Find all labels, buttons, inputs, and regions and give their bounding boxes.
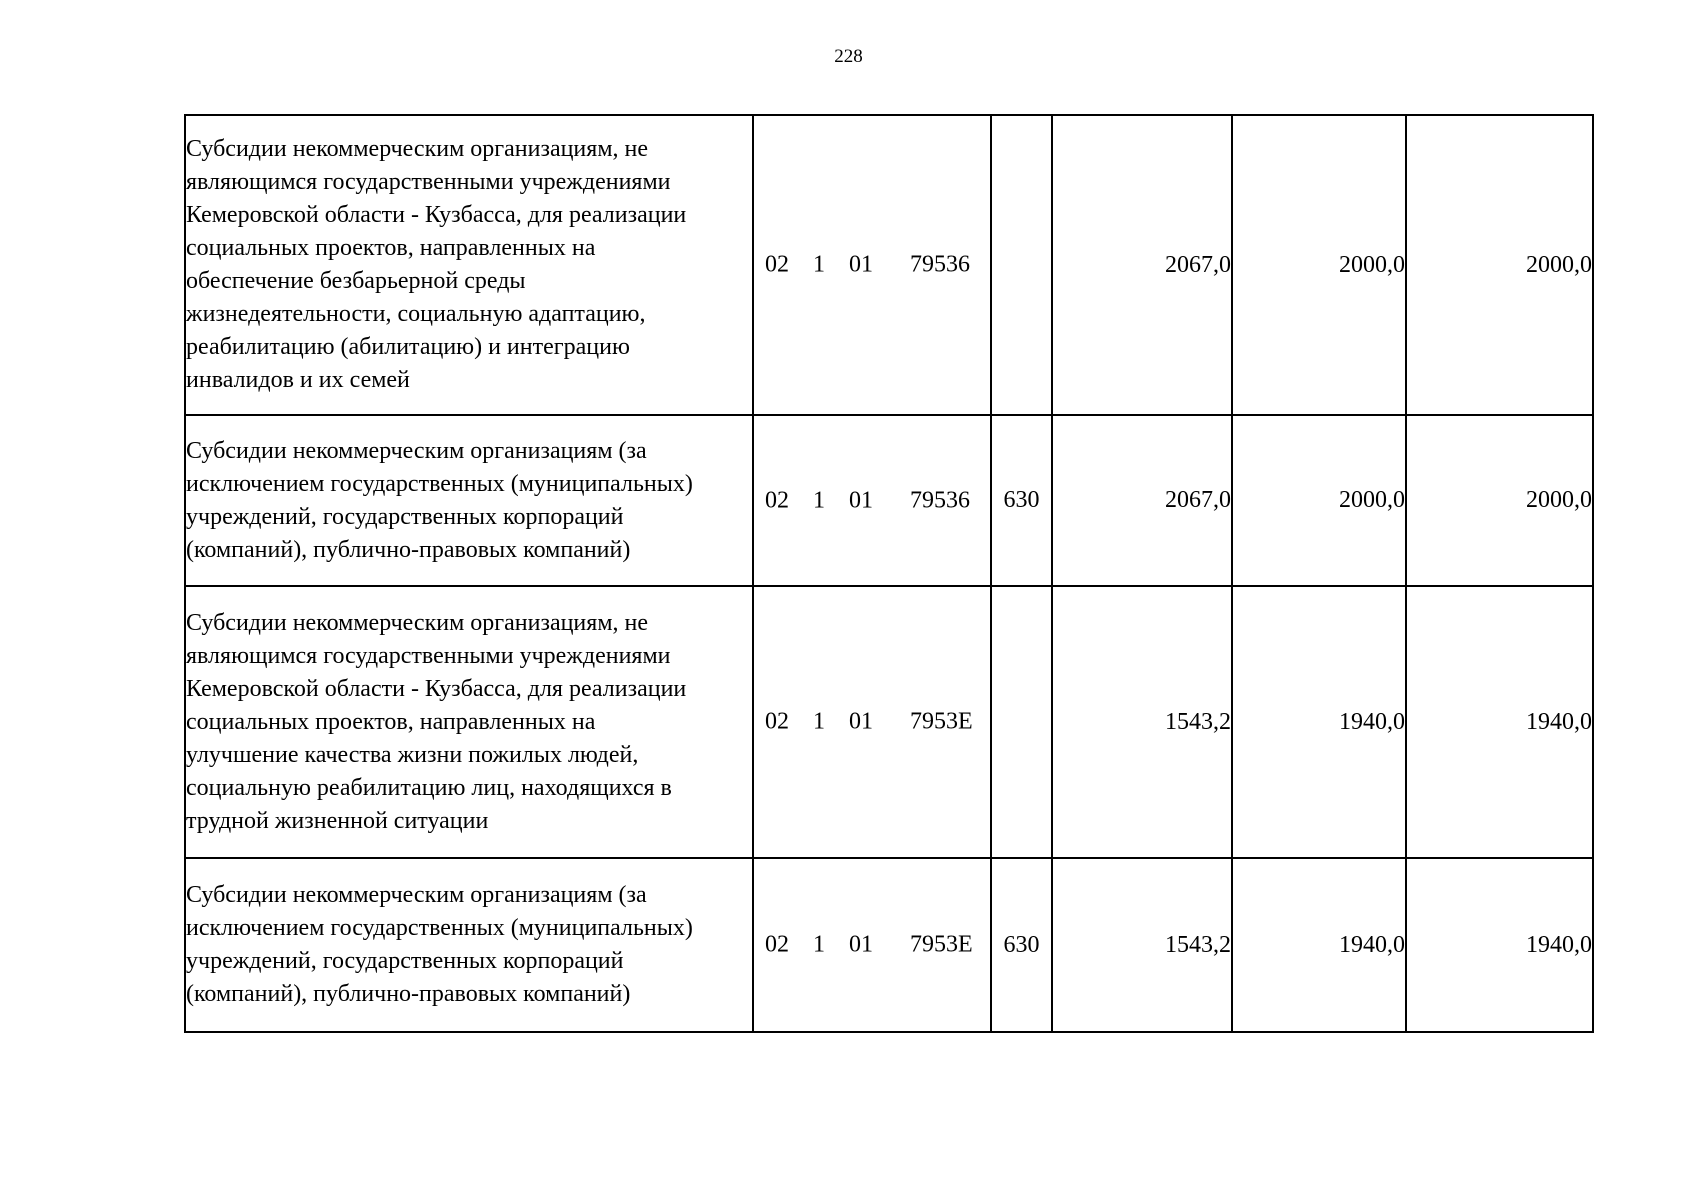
page-number: 228: [834, 46, 863, 67]
amount-year-2-cell: 1940,0: [1232, 858, 1406, 1032]
amount-year-3-cell: 1940,0: [1406, 858, 1593, 1032]
target-article-code-cell: [753, 415, 991, 586]
event-code: 01: [849, 931, 873, 958]
amount-year-3-cell: 2000,0: [1406, 115, 1593, 415]
subprogram-code: 1: [813, 931, 825, 958]
amount-year-2-cell: 2000,0: [1232, 415, 1406, 586]
budget-table: [184, 114, 1594, 1033]
expense-type-cell: [991, 115, 1052, 415]
expense-name-cell: Субсидии некоммерческим организациям, не являющимся государственными учреждениями Кемеровской области - Кузбасса, для реализации социальных проектов, направленных на обеспечение безбарьерной среды жизнедеятельности, социальную адаптацию, реабилитацию (абилитацию) и интеграцию инвалидов и их семей: [185, 115, 753, 415]
event-code: 01: [849, 487, 873, 513]
event-code: 01: [849, 251, 873, 278]
table-row: [185, 586, 1593, 858]
table-row: [185, 415, 1593, 586]
amount-year-3-cell: 2000,0: [1406, 415, 1593, 586]
amount-year-1-cell: 2067,0: [1052, 415, 1232, 586]
amount-year-1-cell: 2067,0: [1052, 115, 1232, 415]
expense-type-cell: 630: [991, 858, 1052, 1032]
table-row: [185, 858, 1593, 1032]
direction-code: 7953E: [910, 708, 973, 735]
subprogram-code: 1: [813, 487, 825, 513]
program-code: 02: [765, 708, 789, 735]
amount-year-2-cell: 1940,0: [1232, 586, 1406, 858]
amount-year-1-cell: 1543,2: [1052, 586, 1232, 858]
subprogram-code: 1: [813, 708, 825, 735]
direction-code: 79536: [910, 251, 970, 278]
program-code: 02: [765, 487, 789, 513]
expense-name-cell: Субсидии некоммерческим организациям (за исключением государственных (муниципальных) учреждений, государственных корпораций (компаний), публично-правовых компаний): [185, 415, 753, 586]
amount-year-3-cell: 1940,0: [1406, 586, 1593, 858]
expense-name-cell: Субсидии некоммерческим организациям (за исключением государственных (муниципальных) учреждений, государственных корпораций (компаний), публично-правовых компаний): [185, 858, 753, 1032]
expense-type-cell: 630: [991, 415, 1052, 586]
direction-code: 7953E: [910, 931, 973, 958]
target-article-code-cell: [753, 586, 991, 858]
program-code: 02: [765, 251, 789, 278]
expense-name-cell: Субсидии некоммерческим организациям, не являющимся государственными учреждениями Кемеровской области - Кузбасса, для реализации социальных проектов, направленных на улучшение качества жизни пожилых людей, социальную реабилитацию лиц, находящихся в трудной жизненной ситуации: [185, 586, 753, 858]
amount-year-1-cell: 1543,2: [1052, 858, 1232, 1032]
program-code: 02: [765, 931, 789, 958]
amount-year-2-cell: 2000,0: [1232, 115, 1406, 415]
target-article-code-cell: [753, 115, 991, 415]
direction-code: 79536: [910, 487, 970, 513]
target-article-code-cell: [753, 858, 991, 1032]
subprogram-code: 1: [813, 251, 825, 278]
event-code: 01: [849, 708, 873, 735]
table-row: [185, 115, 1593, 415]
expense-type-cell: [991, 586, 1052, 858]
